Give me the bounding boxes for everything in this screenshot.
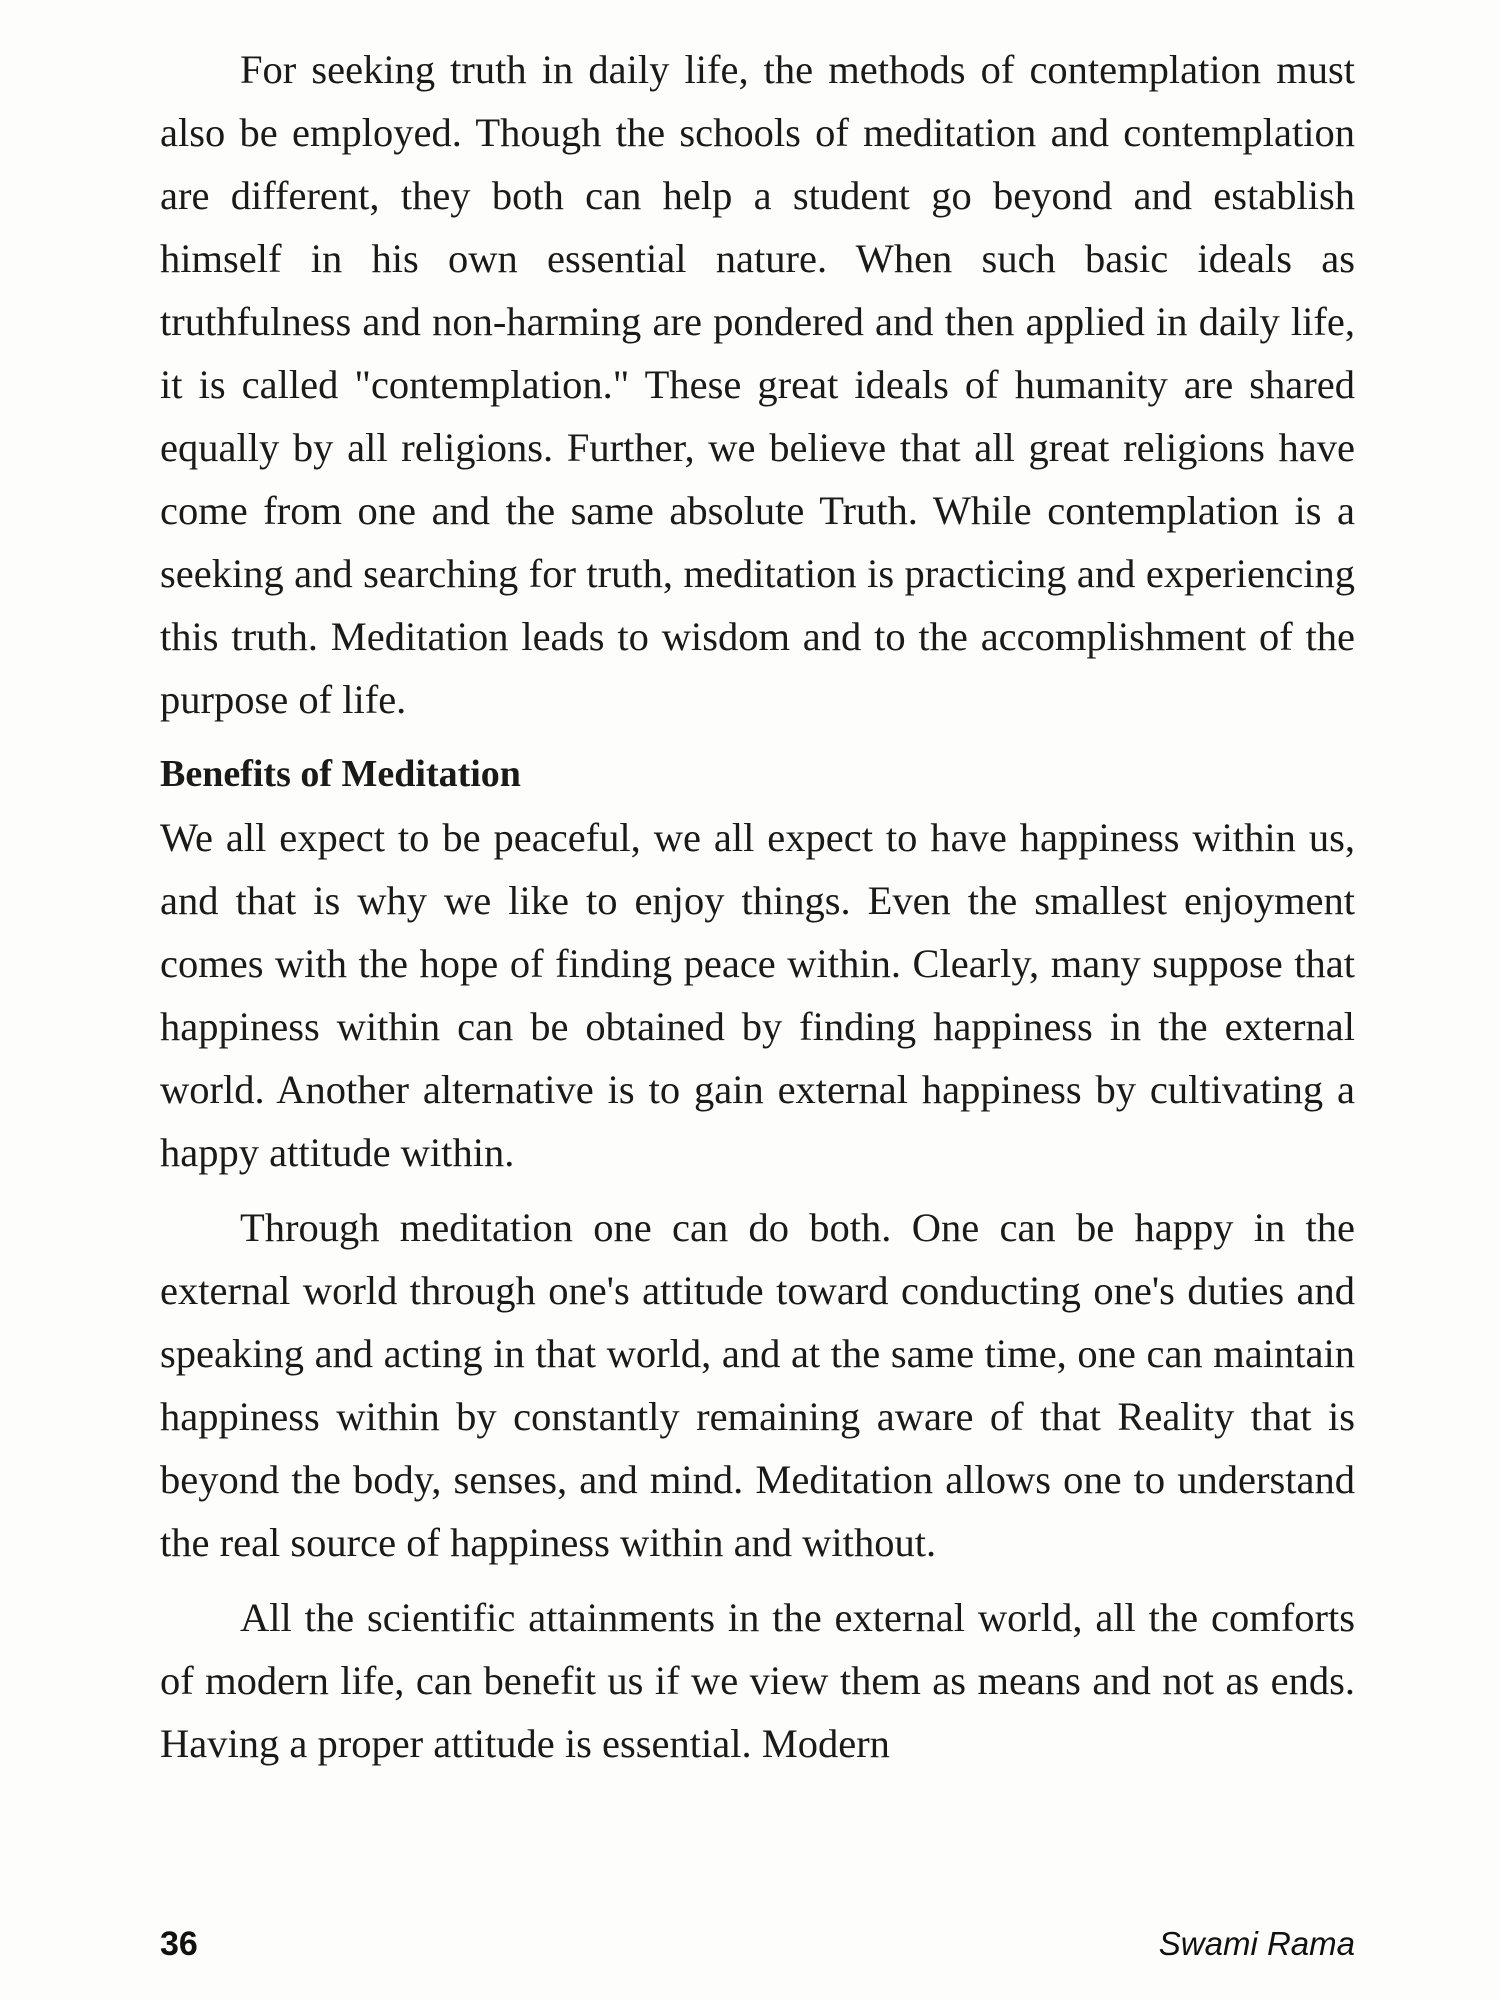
paragraph-through-meditation: Through meditation one can do both. One can be happy in the external world through one's attitude toward conducting one's duties and speaking and acting in that world, and at the same time, one can maintain happiness within by constantly remaining aware of that Reality that is beyond the body, senses, and mind. Meditation allows one to understand the real source of happiness within and without. xyxy=(160,1205,1355,1565)
running-footer-author: Swami Rama xyxy=(1158,1925,1355,1962)
paragraph-contemplation: For seeking truth in daily life, the methods of contemplation must also be employed. Though the schools of meditation and contemplation are different, they both can help a student go beyond and establish himself in his own essential nature. When such basic ideals as truthfulness and non-harming are pondered and then applied in daily life, it is called "contemplation." These great ideals of humanity are shared equally by all religions. Further, we believe that all great religions have come from one and the same absolute Truth. While contemplation is a seeking and searching for truth, meditation is practicing and experiencing this truth. Meditation leads to wisdom and to the accomplishment of the purpose of life. xyxy=(160,47,1355,722)
paragraph-expect-peace: We all expect to be peaceful, we all expect to have happiness within us, and that is why we like to enjoy things. Even the smallest enjoyment comes with the hope of finding peace within. Clearly, many suppose that happiness within can be obtained by finding happiness in the external world. Another alternative is to gain external happiness by cultivating a happy attitude within. xyxy=(160,815,1355,1175)
page-footer xyxy=(160,1925,1355,1975)
page-number: 36 xyxy=(160,1925,198,1963)
paragraph-scientific-attainments: All the scientific attainments in the external world, all the comforts of modern life, can benefit us if we view them as means and not as ends. Having a proper attitude is essential. Modern xyxy=(160,1595,1355,1766)
body-text xyxy=(160,38,1355,1775)
section-heading: Benefits of Meditation xyxy=(160,753,521,795)
